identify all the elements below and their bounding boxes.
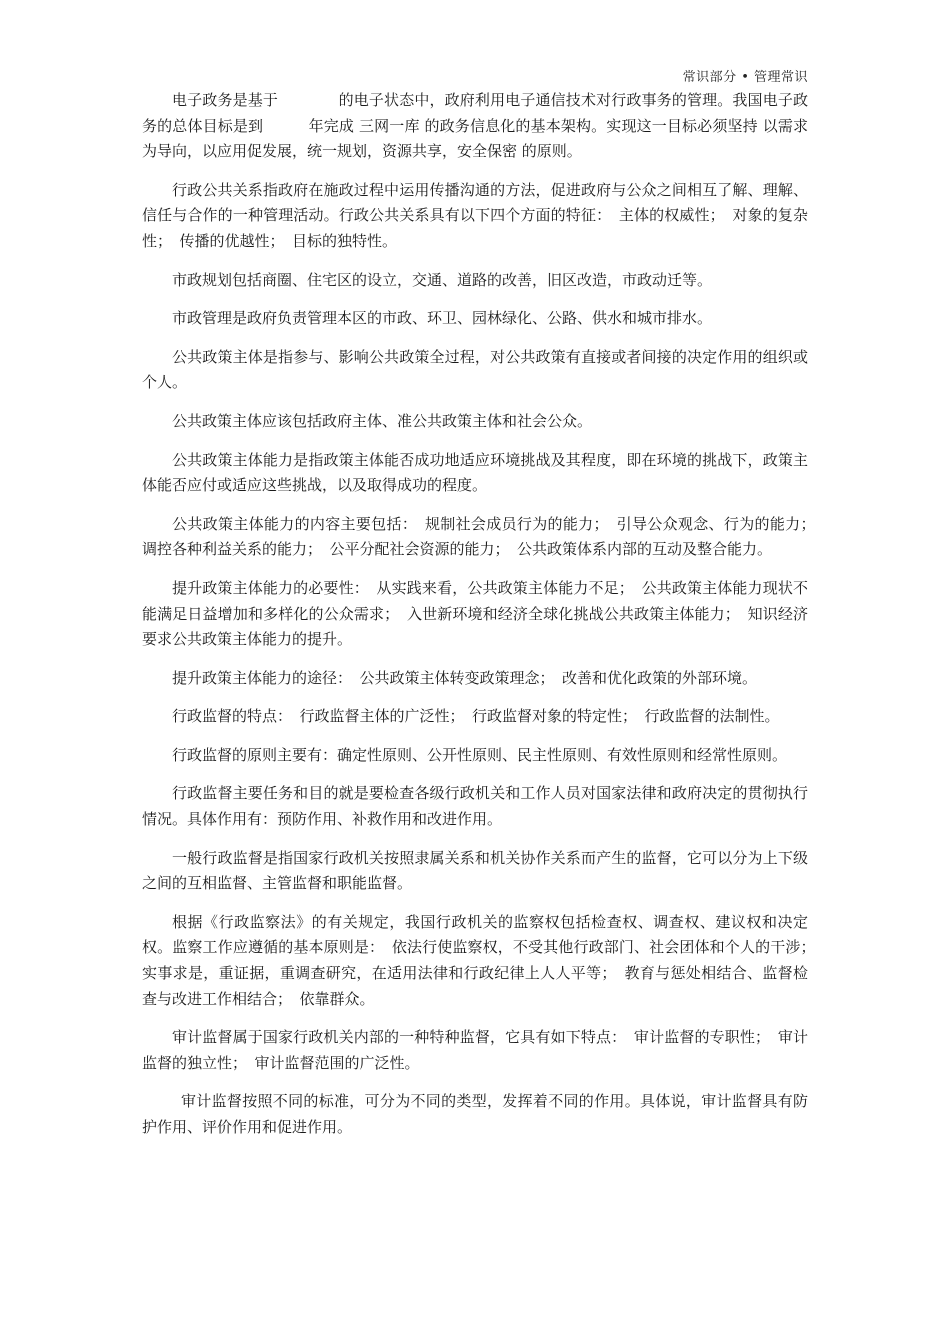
paragraph-capacity-necessity: 提升政策主体能力的必要性： 从实践来看，公共政策主体能力不足； 公共政策主体能力现状不能满足日益增加和多样化的公众需求； 入世新环境和经济全球化挑战公共政策主体能力； 知识经济要求公共政策主体能力的提升。 (142, 578, 808, 649)
paragraph-policy-subject-composition: 公共政策主体应该包括政府主体、准公共政策主体和社会公众。 (172, 411, 593, 430)
paragraph-general-supervision: 一般行政监督是指国家行政机关按照隶属关系和机关协作关系而产生的监督，它可以分为上下级之间的互相监督、主管监督和职能监督。 (142, 848, 808, 893)
paragraph-policy-subject-definition: 公共政策主体是指参与、影响公共政策全过程，对公共政策有直接或者间接的决定作用的组织或个人。 (142, 347, 808, 392)
paragraph-supervision-features: 行政监督的特点： 行政监督主体的广泛性； 行政监督对象的特定性； 行政监督的法制性。 (172, 707, 780, 726)
paragraph-supervision-tasks: 行政监督主要任务和目的就是要检查各级行政机关和工作人员对国家法律和政府决定的贯彻执行情况。具体作用有：预防作用、补救作用和改进作用。 (142, 784, 808, 829)
paragraph-policy-subject-capacity: 公共政策主体能力是指政策主体能否成功地适应环境挑战及其程度，即在环境的挑战下，政策主体能否应付或适应这些挑战，以及取得成功的程度。 (142, 450, 808, 495)
paragraph-inspection-law: 根据《行政监察法》的有关规定，我国行政机关的监察权包括检查权、调查权、建议权和决定权。监察工作应遵循的基本原则是： 依法行使监察权，不受其他行政部门、社会团体和个人的干涉； 实事求是，重证据，重调查研究，在适用法律和行政纪律上人人平等； 教育与惩处相结合、监督检查与改进工作相结合； 依靠群众。 (142, 912, 824, 1008)
paragraph-capacity-contents: 公共政策主体能力的内容主要包括： 规制社会成员行为的能力； 引导公众观念、行为的能力； 调控各种利益关系的能力； 公平分配社会资源的能力； 公共政策体系内部的互动及整合能力。 (142, 514, 824, 559)
paragraph-audit-features: 审计监督属于国家行政机关内部的一种特种监督，它具有如下特点： 审计监督的专职性； 审计监督的独立性； 审计监督范围的广泛性。 (142, 1028, 808, 1072)
body-text (142, 88, 824, 1154)
paragraph-supervision-principles: 行政监督的原则主要有：确定性原则、公开性原则、民主性原则、有效性原则和经常性原则。 (172, 745, 788, 764)
running-head: 常识部分 • 管理常识 (682, 70, 808, 85)
paragraph-public-relations: 行政公共关系指政府在施政过程中运用传播沟通的方法，促进政府与公众之间相互了解、理解、信任与合作的一种管理活动。行政公共关系具有以下四个方面的特征： 主体的权威性； 对象的复杂性； 传播的优越性； 目标的独特性。 (142, 180, 808, 250)
paragraph-municipal-planning: 市政规划包括商圈、住宅区的设立，交通、道路的改善，旧区改造，市政动迁等。 (172, 270, 713, 289)
paragraph-capacity-approaches: 提升政策主体能力的途径： 公共政策主体转变政策理念； 改善和优化政策的外部环境。 (172, 668, 758, 687)
paragraph-municipal-management: 市政管理是政府负责管理本区的市政、环卫、园林绿化、公路、供水和城市排水。 (172, 309, 713, 328)
paragraph-audit-types: 审计监督按照不同的标准，可分为不同的类型，发挥着不同的作用。具体说，审计监督具有防护作用、评价作用和促进作用。 (142, 1092, 808, 1136)
paragraph-e-government: 电子政务是基于 的电子状态中，政府利用电子通信技术对行政事务的管理。我国电子政务的总体目标是到 年完成 三网一库 的政务信息化的基本架构。实现这一目标必须坚持 以需求为导向，以应用促发展，统一规划，资源共享，安全保密 的原则。 (142, 91, 808, 161)
